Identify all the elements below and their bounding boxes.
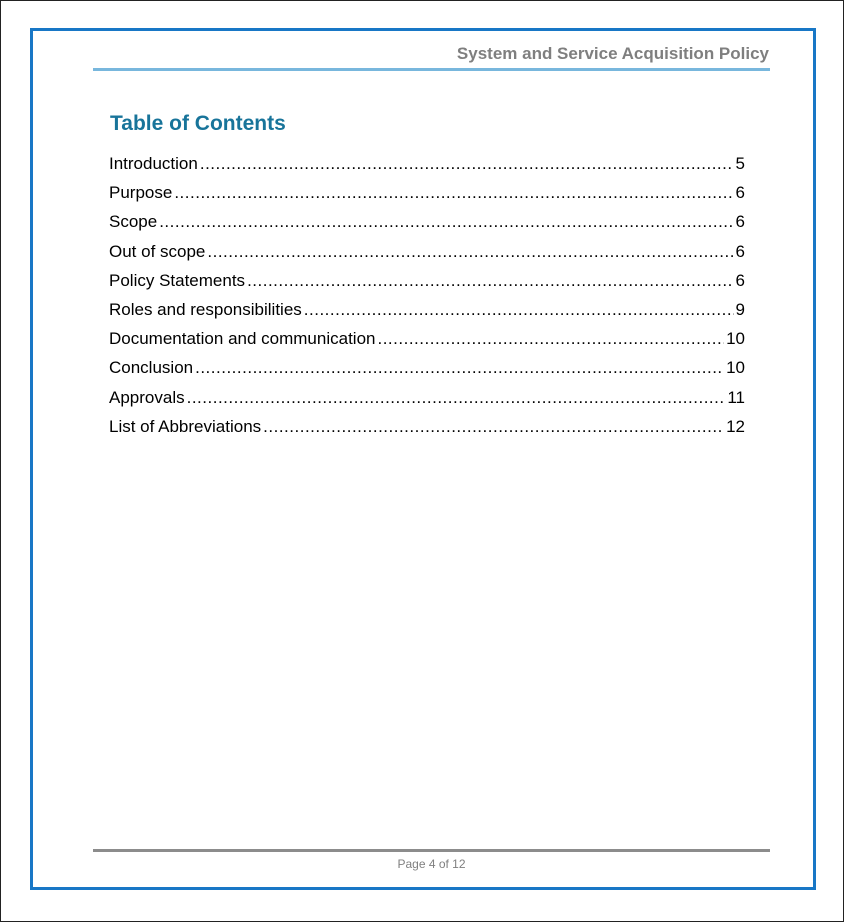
toc-entry-conclusion[interactable] xyxy=(109,358,745,387)
toc-entry-label: Policy Statements xyxy=(109,270,246,290)
toc-entry-label: Conclusion xyxy=(109,358,194,378)
toc-leader-dots xyxy=(187,388,726,408)
toc-entry-page: 9 xyxy=(735,299,745,319)
toc-entry-purpose[interactable] xyxy=(109,183,745,212)
toc-leader-dots xyxy=(304,300,734,320)
toc-leader-dots xyxy=(207,242,733,262)
toc-leader-dots xyxy=(174,183,733,203)
toc-leader-dots xyxy=(247,271,733,291)
toc-entry-introduction[interactable] xyxy=(109,154,745,183)
toc-entry-page: 6 xyxy=(735,183,745,203)
toc-entry-policy-statements[interactable] xyxy=(109,271,745,300)
toc-entry-page: 6 xyxy=(735,212,745,232)
page-number: Page 4 of 12 xyxy=(397,857,466,871)
toc-leader-dots xyxy=(377,329,724,349)
toc-entry-label: Purpose xyxy=(109,183,173,203)
toc-entry-label: Out of scope xyxy=(109,241,206,261)
toc-leader-dots xyxy=(195,358,724,378)
toc-entry-page: 12 xyxy=(726,416,745,436)
toc-entry-approvals[interactable] xyxy=(109,388,745,417)
toc-entry-page: 5 xyxy=(735,154,745,173)
toc-entry-label: Documentation and communication xyxy=(109,329,376,349)
toc-entry-page: 11 xyxy=(727,387,745,407)
toc-entry-label: Scope xyxy=(109,212,158,232)
toc-entry-label: Approvals xyxy=(109,387,185,407)
toc-leader-dots xyxy=(159,212,733,232)
toc-entry-label: Introduction xyxy=(109,154,198,173)
toc-entry-page: 6 xyxy=(735,241,745,261)
toc-entry-documentation-and-communication[interactable] xyxy=(109,329,745,358)
toc-entry-scope[interactable] xyxy=(109,212,745,241)
header-divider xyxy=(93,68,770,71)
toc-entry-out-of-scope[interactable] xyxy=(109,242,745,271)
toc-entry-page: 6 xyxy=(735,270,745,290)
toc-leader-dots xyxy=(263,417,724,437)
toc-entry-page: 10 xyxy=(726,358,745,378)
toc-entry-list-of-abbreviations[interactable] xyxy=(109,417,745,446)
toc-entry-page: 10 xyxy=(726,329,745,349)
toc-heading: Table of Contents xyxy=(110,112,286,135)
toc-entry-label: Roles and responsibilities xyxy=(109,299,302,319)
toc-leader-dots xyxy=(200,154,734,174)
toc-entry-label: List of Abbreviations xyxy=(109,416,262,436)
toc-entry-roles-and-responsibilities[interactable] xyxy=(109,300,745,329)
toc-list xyxy=(109,154,745,446)
footer-divider xyxy=(93,849,770,852)
header-title: System and Service Acquisition Policy xyxy=(456,44,769,63)
